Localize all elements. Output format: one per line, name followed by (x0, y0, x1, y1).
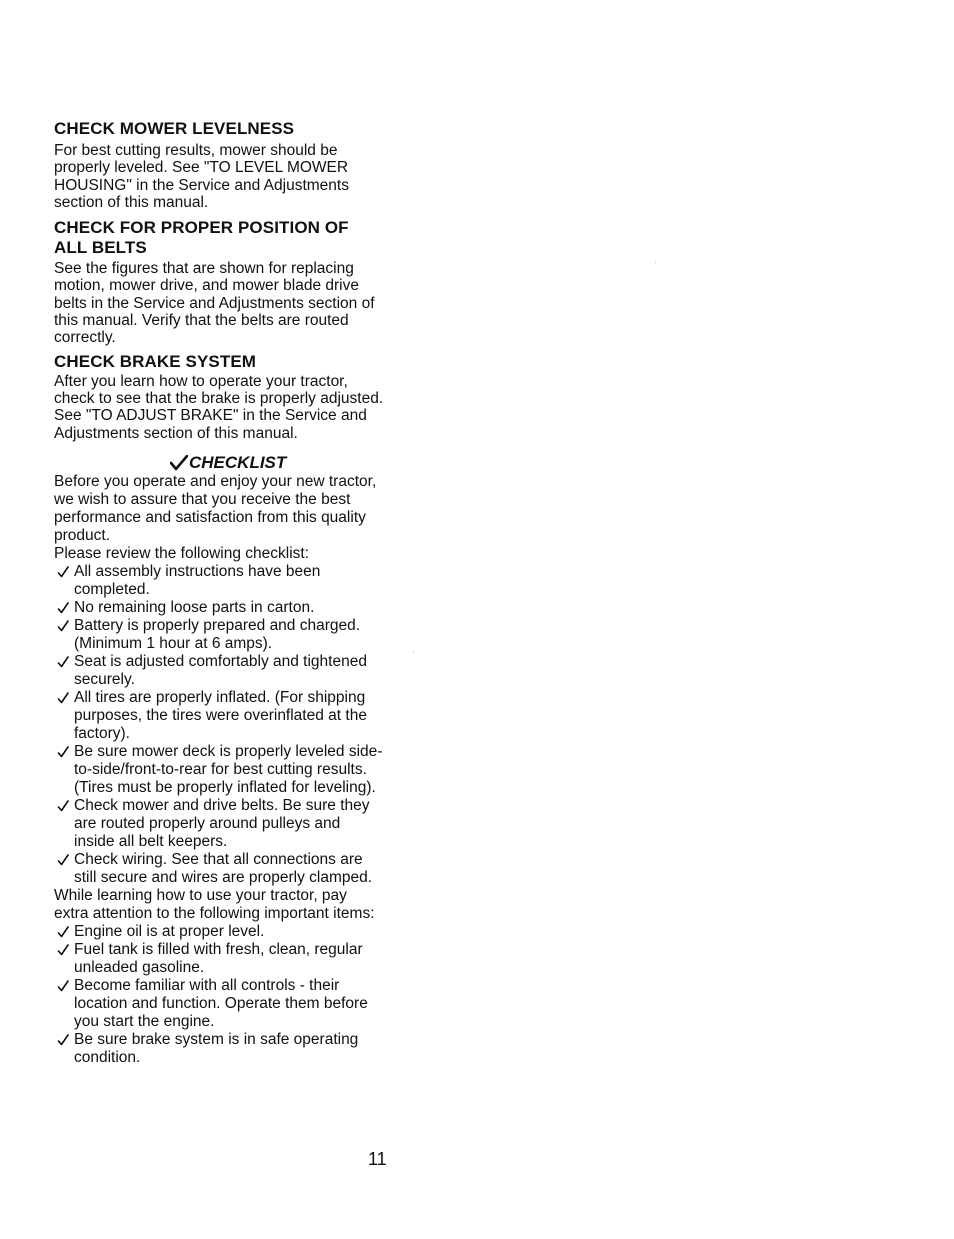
checklist-item-text: Battery is properly prepared and charged. (Minimum 1 hour at 6 amps). (74, 616, 361, 652)
checklist-item-text: Be sure mower deck is properly leveled side-to-side/front-to-rear for best cutting results. (Tires must be properly inflated for leveling). (74, 742, 383, 796)
checklist-item (54, 851, 384, 887)
checklist-item (54, 563, 384, 599)
important-items (54, 923, 384, 1067)
checkmark-icon (57, 800, 69, 812)
section-text: See the figures that are shown for replacing motion, mower drive, and mower blade drive belts in the Service and Adjustments section of this manual. Verify that the belts are routed correctly. (54, 260, 375, 347)
section-text: After you learn how to operate your tractor, check to see that the brake is properly adjusted. See "TO ADJUST BRAKE" in the Service and Adjustments section of this manual. (54, 372, 384, 442)
checkmark-icon (57, 980, 69, 992)
checkmark-icon (57, 854, 69, 866)
checklist-item (54, 941, 384, 977)
checklist-item-text: Check wiring. See that all connections are still secure and wires are properly clamped. (74, 850, 373, 886)
checklist-item-text: Be sure brake system is in safe operating condition. (74, 1030, 359, 1066)
checklist-intro: Before you operate and enjoy your new tractor, we wish to assure that you receive the best performance and satisfaction from this quality product. (54, 472, 377, 544)
checklist-item-text: No remaining loose parts in carton. (74, 598, 315, 616)
checklist-item (54, 977, 384, 1031)
checklist-item (54, 743, 384, 797)
checkmark-icon (57, 926, 69, 938)
section-brake (54, 352, 384, 442)
checklist-title-text: CHECKLIST (189, 452, 287, 472)
checklist-item (54, 653, 384, 689)
checkmark-icon (170, 455, 188, 471)
checklist-title (170, 453, 384, 473)
checkmark-icon (57, 746, 69, 758)
page-number: 11 (368, 1149, 387, 1169)
checklist-item (54, 923, 384, 941)
checklist-item-text: Fuel tank is filled with fresh, clean, regular unleaded gasoline. (74, 940, 363, 976)
section-mower-levelness (54, 119, 384, 211)
checkmark-icon (57, 656, 69, 668)
checklist-item-text: Seat is adjusted comfortably and tightened securely. (74, 652, 367, 688)
checklist-body (54, 473, 384, 1067)
checklist-item-text: All tires are properly inflated. (For shipping purposes, the tires were overinflated at the factory). (74, 688, 367, 742)
checklist-item (54, 617, 384, 653)
checkmark-icon (57, 692, 69, 704)
checkmark-icon (57, 566, 69, 578)
section-heading: CHECK MOWER LEVELNESS (54, 119, 295, 138)
checklist-item-text: Become familiar with all controls - their location and function. Operate them before you start the engine. (74, 976, 368, 1030)
checklist-learning-line: While learning how to use your tractor, pay extra attention to the following important items: (54, 886, 375, 922)
section-heading: CHECK BRAKE SYSTEM (54, 351, 257, 371)
checkmark-icon (57, 1034, 69, 1046)
section-heading: CHECK FOR PROPER POSITION OF ALL BELTS (54, 218, 349, 258)
checkmark-icon (57, 944, 69, 956)
text-column (54, 119, 384, 1067)
checklist-items (54, 563, 384, 887)
checklist-item-text: All assembly instructions have been completed. (74, 562, 321, 598)
checklist-item (54, 689, 384, 743)
scan-speck (413, 652, 414, 653)
checklist-item-text: Check mower and drive belts. Be sure they are routed properly around pulleys and inside all belt keepers. (74, 796, 370, 850)
scan-speck (655, 262, 656, 263)
checkmark-icon (57, 602, 69, 614)
checklist-item-text: Engine oil is at proper level. (74, 922, 265, 940)
checkmark-icon (57, 620, 69, 632)
section-text: For best cutting results, mower should be properly leveled. See "TO LEVEL MOWER HOUSING" in the Service and Adjustments section of this manual. (54, 142, 349, 211)
checklist-item (54, 797, 384, 851)
checklist-item (54, 599, 384, 617)
checklist-review-line: Please review the following checklist: (54, 544, 310, 562)
checklist-item (54, 1031, 384, 1067)
section-belts (54, 218, 384, 346)
